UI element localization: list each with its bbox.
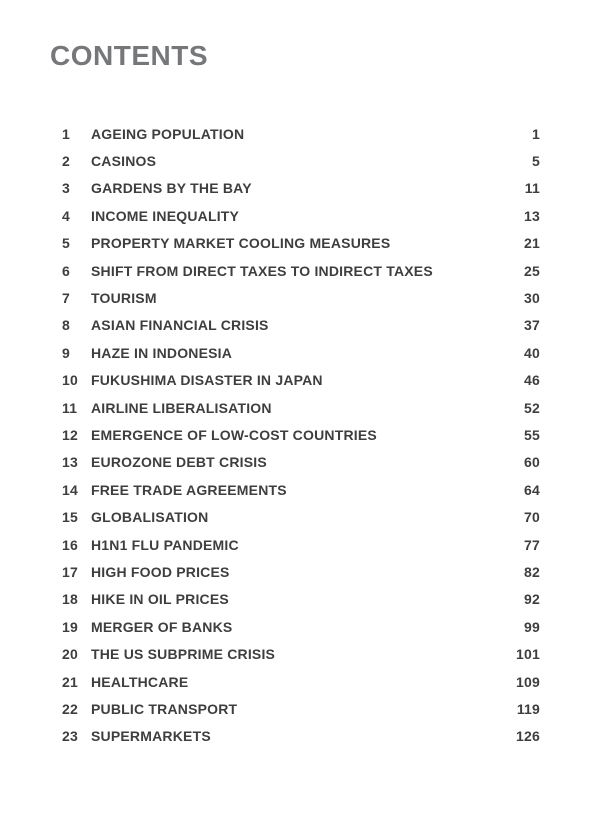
toc-entry-title: TOURISM — [91, 290, 157, 307]
toc-entry — [62, 449, 540, 476]
toc-entry-page: 64 — [524, 481, 540, 498]
toc-entry — [62, 613, 540, 640]
toc-entry-title: ASIAN FINANCIAL CRISIS — [91, 317, 269, 334]
toc-entry-title: HEALTHCARE — [91, 673, 189, 690]
toc-entry-page: 92 — [524, 591, 540, 608]
toc-entry-title: SHIFT FROM DIRECT TAXES TO INDIRECT TAXES — [91, 262, 433, 279]
toc-entry — [62, 558, 540, 585]
toc-entry-number: 9 — [62, 344, 70, 361]
toc-entry-page: 37 — [524, 317, 540, 334]
toc-entry — [62, 367, 540, 394]
toc-entry-page: 11 — [524, 180, 540, 197]
toc-entry-number: 14 — [62, 481, 78, 498]
toc-entry-number: 4 — [62, 207, 70, 224]
toc-entry-page: 126 — [516, 728, 540, 745]
toc-entry-number: 19 — [62, 618, 78, 635]
toc-entry-title: GLOBALISATION — [91, 509, 209, 526]
toc-entry-number: 11 — [62, 399, 78, 416]
toc-entry — [62, 394, 540, 421]
toc-entry-number: 6 — [62, 262, 70, 279]
toc-entry-number: 15 — [62, 509, 78, 526]
toc-entry-title: THE US SUBPRIME CRISIS — [91, 646, 276, 663]
toc-entry-title: FUKUSHIMA DISASTER IN JAPAN — [91, 372, 323, 389]
toc-entry-title: FREE TRADE AGREEMENTS — [91, 481, 287, 498]
toc-entry-number: 17 — [62, 563, 78, 580]
toc-entry-page: 46 — [524, 372, 540, 389]
toc-entry-page: 82 — [524, 563, 540, 580]
page-title: CONTENTS — [50, 40, 208, 71]
toc-entry — [62, 640, 540, 667]
toc-entry-number: 2 — [62, 153, 70, 170]
toc-entry-title: AIRLINE LIBERALISATION — [91, 399, 272, 416]
toc-entry-page: 30 — [524, 290, 540, 307]
toc-entry-title: MERGER OF BANKS — [91, 618, 233, 635]
toc-entry-number: 10 — [62, 372, 78, 389]
toc-entry — [62, 586, 540, 613]
toc-entry-number: 8 — [62, 317, 70, 334]
toc-entry-number: 13 — [62, 454, 78, 471]
toc-entry-page: 77 — [524, 536, 540, 553]
toc-entry-title: EMERGENCE OF LOW-COST COUNTRIES — [91, 426, 377, 443]
toc-entry-page: 40 — [524, 344, 540, 361]
toc-entry-number: 5 — [62, 235, 70, 252]
toc-entry — [62, 421, 540, 448]
toc-entry — [62, 284, 540, 311]
toc-entry-page: 21 — [524, 235, 540, 252]
toc-entry-page: 13 — [524, 207, 540, 224]
toc-entry-title: INCOME INEQUALITY — [91, 207, 240, 224]
toc-entry-title: SUPERMARKETS — [91, 728, 211, 745]
toc-entry — [62, 257, 540, 284]
toc-entry — [62, 339, 540, 366]
toc-entry-number: 23 — [62, 728, 78, 745]
toc-entry — [62, 531, 540, 558]
toc-entry-number: 21 — [62, 673, 78, 690]
toc-entry-number: 18 — [62, 591, 78, 608]
toc-entry-number: 16 — [62, 536, 78, 553]
toc-entry-number: 12 — [62, 426, 78, 443]
toc-entry — [62, 202, 540, 229]
toc-entry — [62, 476, 540, 503]
toc-entry-page: 1 — [532, 125, 540, 142]
toc-entry — [62, 723, 540, 750]
toc-entry-title: EUROZONE DEBT CRISIS — [91, 454, 267, 471]
toc-entry-page: 60 — [524, 454, 540, 471]
toc-entry-page: 52 — [524, 399, 540, 416]
toc-entry-page: 109 — [516, 673, 540, 690]
toc-entry-title: H1N1 FLU PANDEMIC — [91, 536, 239, 553]
toc-entry-page: 119 — [516, 700, 540, 717]
toc-entry-page: 70 — [524, 509, 540, 526]
toc-entry-number: 3 — [62, 180, 70, 197]
toc-entry-title: PUBLIC TRANSPORT — [91, 700, 238, 717]
toc-entry — [62, 668, 540, 695]
toc-entry-number: 20 — [62, 646, 78, 663]
toc-entry-number: 22 — [62, 700, 78, 717]
toc-entry-page: 25 — [524, 262, 540, 279]
toc-entry — [62, 147, 540, 174]
toc-entry-title: AGEING POPULATION — [91, 125, 245, 142]
toc-entry — [62, 695, 540, 722]
toc-entry — [62, 312, 540, 339]
toc-entry-title: HAZE IN INDONESIA — [91, 344, 233, 361]
toc-entry — [62, 230, 540, 257]
toc-entry-page: 99 — [524, 618, 540, 635]
toc-list — [0, 120, 600, 750]
toc-entry — [62, 503, 540, 530]
toc-entry-title: PROPERTY MARKET COOLING MEASURES — [91, 235, 391, 252]
toc-entry-title: HIGH FOOD PRICES — [91, 563, 230, 580]
toc-entry-page: 5 — [532, 153, 540, 170]
toc-entry-number: 1 — [62, 125, 70, 142]
toc-entry-page: 101 — [516, 646, 540, 663]
toc-entry — [62, 120, 540, 147]
toc-entry-title: CASINOS — [91, 153, 157, 170]
toc-entry-title: HIKE IN OIL PRICES — [91, 591, 229, 608]
toc-entry-page: 55 — [524, 426, 540, 443]
toc-entry — [62, 175, 540, 202]
toc-entry-title: GARDENS BY THE BAY — [91, 180, 252, 197]
toc-entry-number: 7 — [62, 290, 70, 307]
